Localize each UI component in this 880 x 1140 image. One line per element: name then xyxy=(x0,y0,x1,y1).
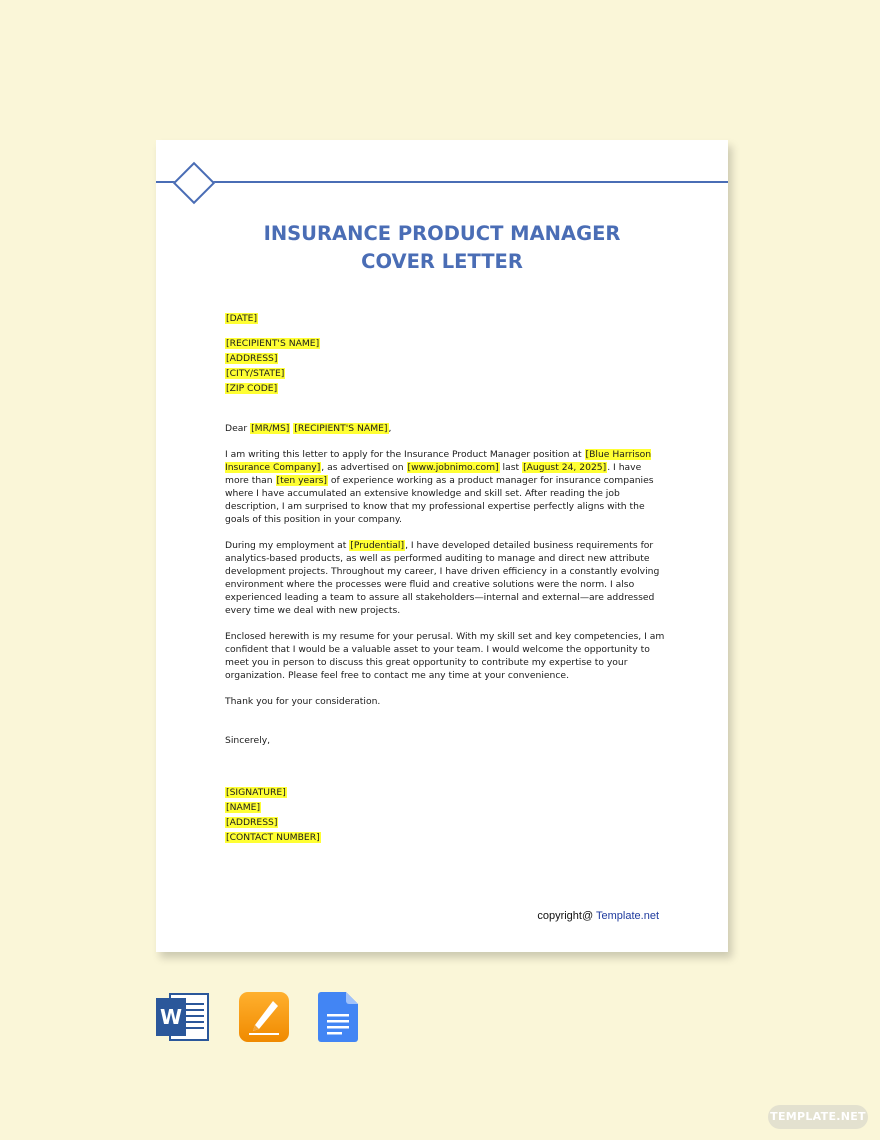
recipient-city-state: [CITY/STATE] xyxy=(226,368,285,379)
title-line-1: INSURANCE PRODUCT MANAGER xyxy=(263,222,621,245)
google-docs-icon[interactable] xyxy=(318,992,358,1042)
signature-address: [ADDRESS] xyxy=(226,817,278,828)
salutation-title: [MR/MS] xyxy=(251,423,290,434)
signature-contact: [CONTACT NUMBER] xyxy=(226,832,320,843)
copyright-link[interactable]: Template.net xyxy=(596,910,659,922)
paragraph-2: During my employment at [Prudential], I have developed detailed business requirements for analytics-based products, as well as performed auditing to manage and direct new attribute development projects. Throughout my career, I have driven efficiency in a constantly evolving environment where the processes were fluid and creative solutions were the norm. I also experienced leading a team to assure all stakeholders—internal and external—are addressed every time we deal with new projects. xyxy=(225,540,660,616)
date-line xyxy=(225,312,665,325)
recipient-address: [ADDRESS] xyxy=(226,353,278,364)
word-icon[interactable] xyxy=(156,992,210,1042)
signature-block xyxy=(225,786,665,844)
years-placeholder: [ten years] xyxy=(276,475,327,486)
website-placeholder: [www.jobnimo.com] xyxy=(407,462,499,473)
title-line-2: COVER LETTER xyxy=(361,250,523,273)
recipient-zip: [ZIP CODE] xyxy=(226,383,278,394)
date-placeholder: [DATE] xyxy=(226,313,258,324)
employer-placeholder: [Prudential] xyxy=(350,540,405,551)
header-divider xyxy=(156,181,728,183)
thanks-line: Thank you for your consideration. xyxy=(225,696,381,707)
recipient-name: [RECIPIENT'S NAME] xyxy=(226,338,320,349)
paragraph-1: I am writing this letter to apply for the Insurance Product Manager position at [Blue Harrison Insurance Company], as advertised on [www.jobnimo.com] last [August 24, 2025]. I have more than [ten years] of experience working as a product manager for insurance companies where I have accumulated an extensive knowledge and skill set. After reading the job description, I am surprised to know that my professional expertise perfectly aligns with the goals of this position in your company. xyxy=(225,449,654,525)
ad-date-placeholder: [August 24, 2025] xyxy=(523,462,607,473)
signature-placeholder: [SIGNATURE] xyxy=(226,787,286,798)
template-net-badge[interactable]: TEMPLATE.NET xyxy=(768,1105,868,1129)
recipient-block xyxy=(225,337,665,395)
diamond-ornament xyxy=(173,162,215,204)
pages-icon[interactable] xyxy=(239,992,289,1042)
salutation-name: [RECIPIENT'S NAME] xyxy=(294,423,388,434)
closing-line: Sincerely, xyxy=(225,735,271,746)
paragraph-3: Enclosed herewith is my resume for your perusal. With my skill set and key competencies, I am confident that I would be a valuable asset to your team. I would welcome the opportunity to meet you in person to discuss this great opportunity to contribute my expertise to your organization. Please feel free to contact me any time at your convenience. xyxy=(225,631,665,681)
signature-name: [NAME] xyxy=(226,802,261,813)
company-placeholder: [Blue Harrison Insurance Company] xyxy=(225,449,652,473)
svg-text:W: W xyxy=(159,1005,183,1029)
letter-body xyxy=(225,312,665,844)
page-title xyxy=(156,220,728,276)
salutation: Dear [MR/MS] [RECIPIENT'S NAME], xyxy=(225,423,392,434)
letter-page xyxy=(156,140,728,952)
copyright-notice: copyright@ Template.net xyxy=(537,910,659,922)
